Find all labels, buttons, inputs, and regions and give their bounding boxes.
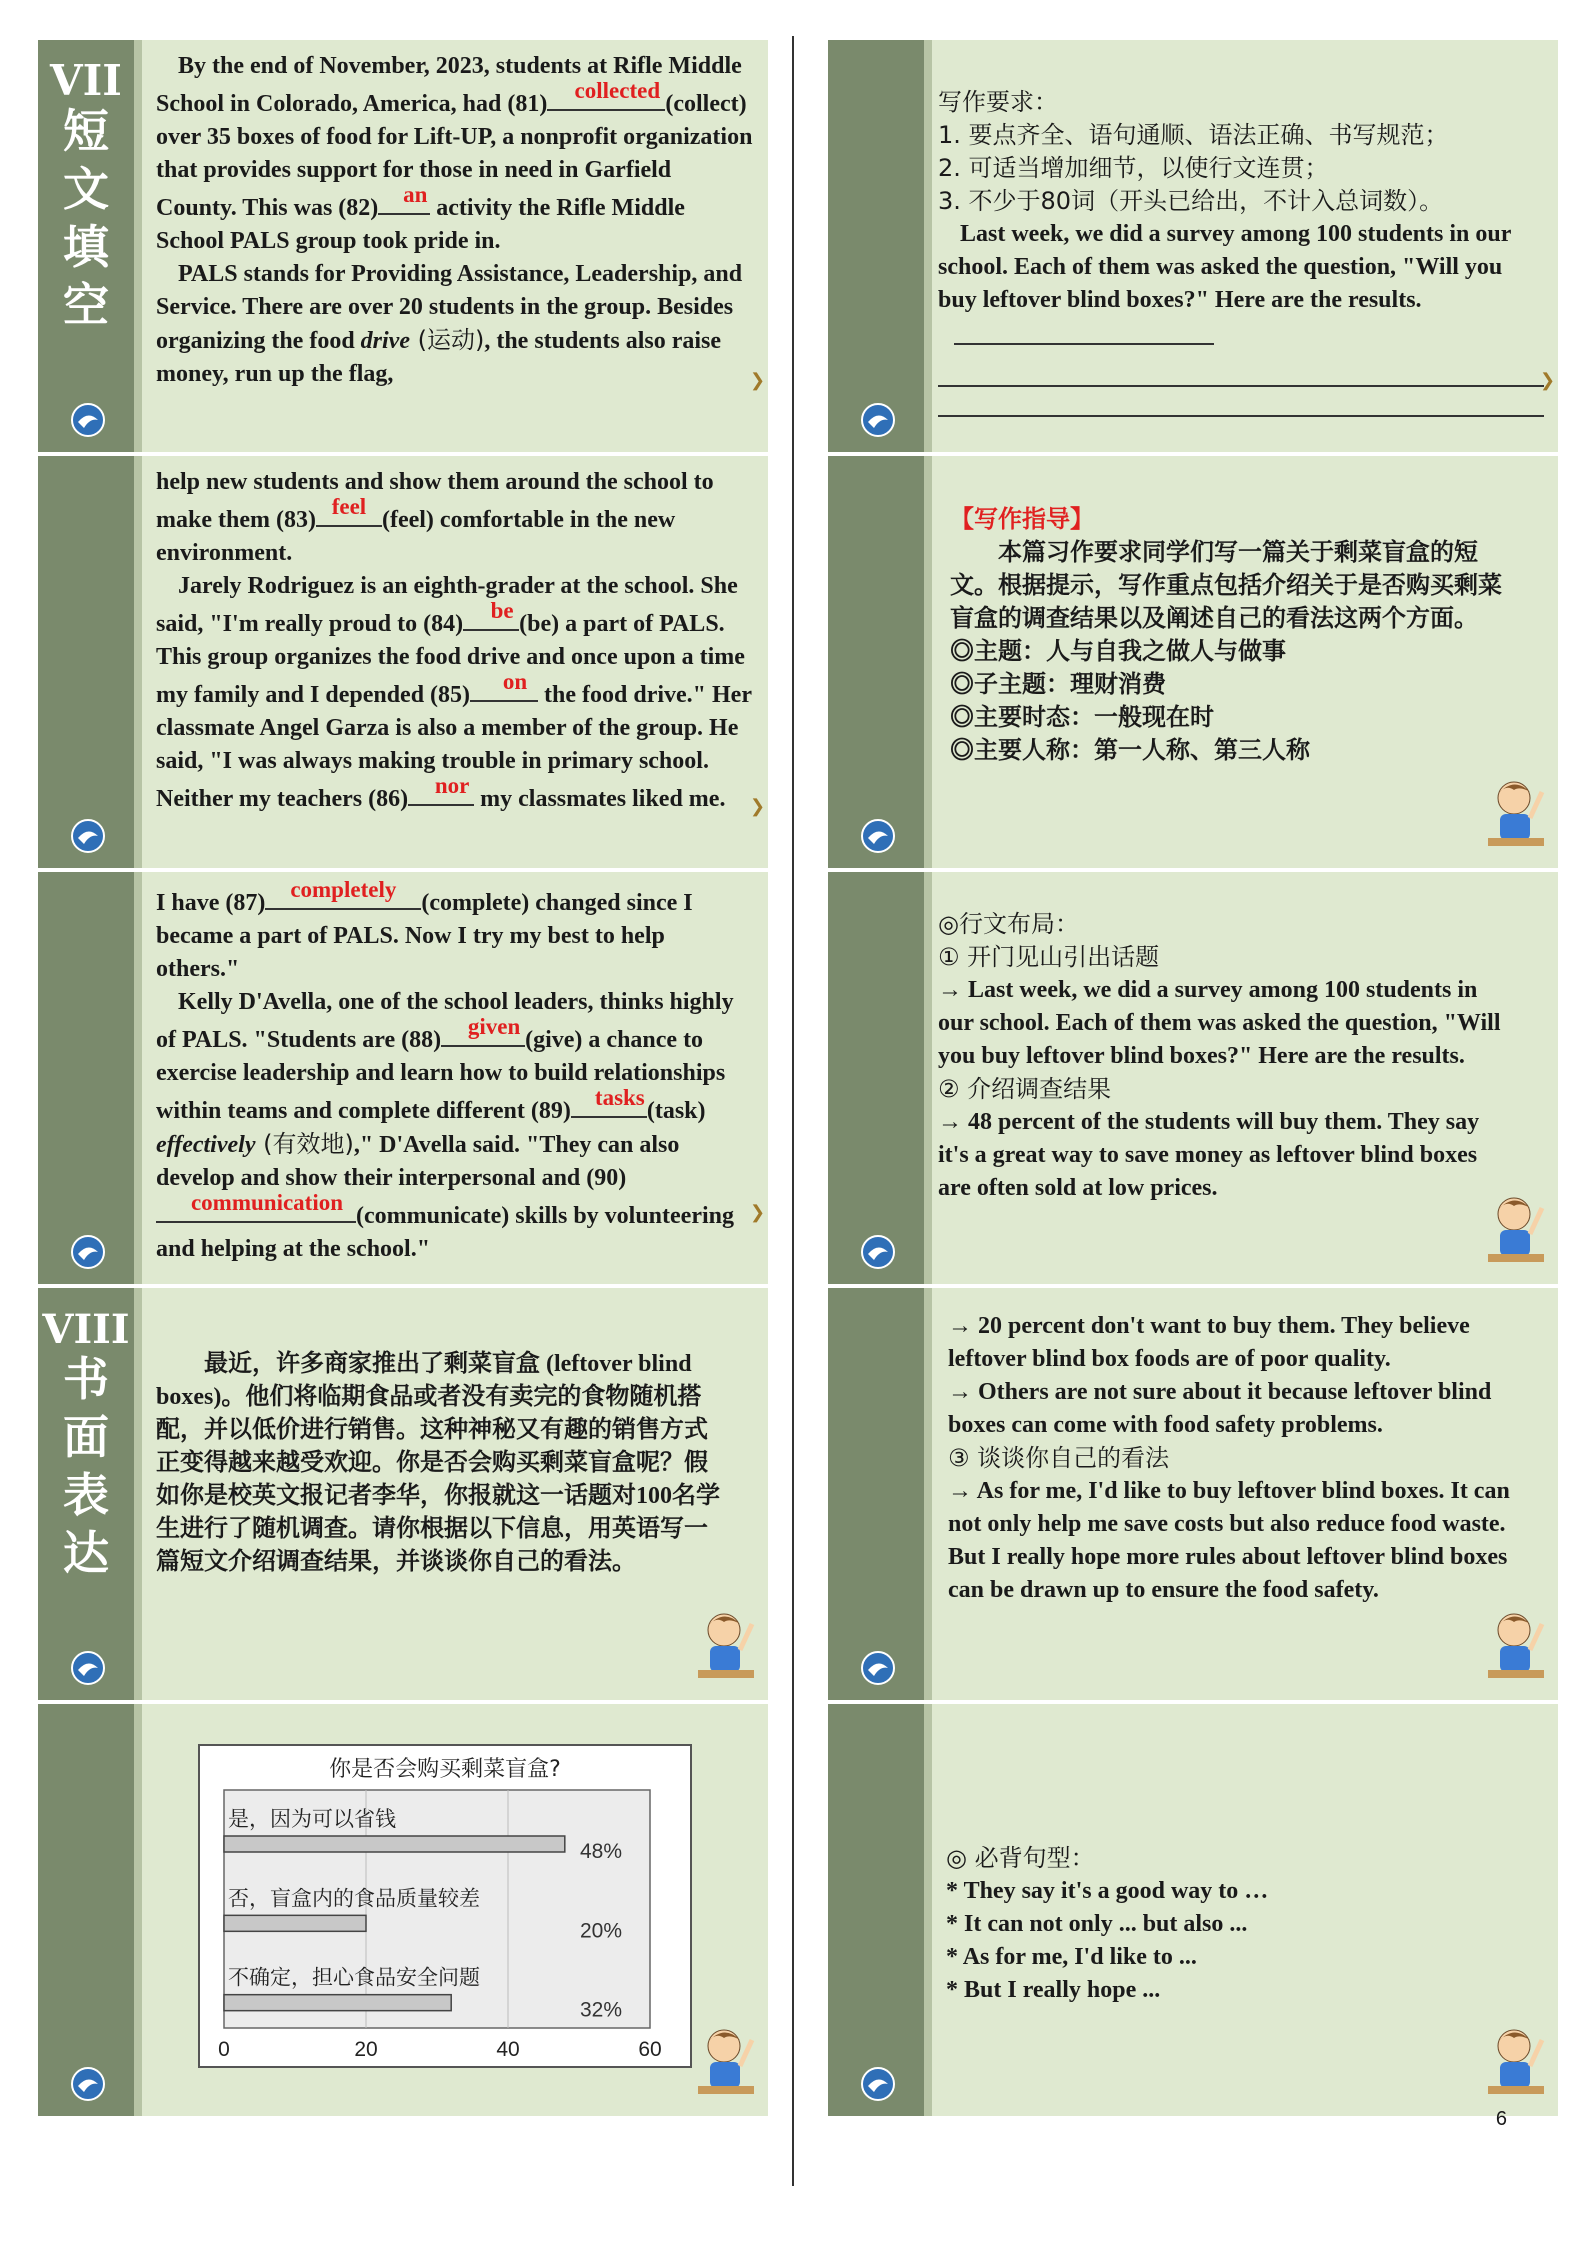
- value-label: 48%: [580, 1840, 623, 1863]
- slide-writing-guide: [828, 456, 1558, 868]
- guide-title: 【写作指导】: [950, 507, 1094, 533]
- survey-chart: [198, 1744, 692, 2068]
- key-sentence: But I really hope ...: [964, 1977, 1161, 2003]
- answer-blank-83: feel: [316, 499, 382, 527]
- chart-title: 你是否会购买剩菜盲盒?: [329, 1757, 561, 1782]
- band-char: 面: [63, 1410, 109, 1464]
- category-label: 是，因为可以省钱: [228, 1807, 396, 1831]
- side-band: [828, 872, 924, 1284]
- band-char: 填: [63, 220, 109, 274]
- student-cartoon-icon: [1484, 1604, 1548, 1692]
- answer-blank-89: tasks: [571, 1090, 647, 1118]
- side-band: [828, 1704, 924, 2116]
- key-sentences-text: [946, 1842, 1518, 2106]
- category-label: 否，盲盒内的食品质量较差: [228, 1886, 480, 1911]
- writing-line: [938, 355, 1544, 387]
- star-icon: *: [946, 1944, 958, 1970]
- key-sentence: It can not only ... but also ...: [964, 1911, 1248, 1937]
- answer-blank-88: given: [441, 1019, 525, 1047]
- slide-viii-1: [38, 1288, 768, 1700]
- requirements-text: 写作要求： 1. 要点齐全、语句通顺、语法正确、书写规范； 2. 可适当增加细节，以使行文连贯； 3. 不少于80词（开头已给出，不计入总词数）。 Last week, we did a survey among 100 students in our school. Each of them was asked the question, "Will you buy leftover blind boxes?" Here are the results.: [938, 86, 1544, 442]
- slide-layout-2: [828, 1288, 1558, 1700]
- school-logo-icon: [860, 1650, 896, 1686]
- answer-blank-87: completely: [265, 882, 421, 910]
- x-tick-label: 20: [354, 2038, 378, 2061]
- band-char: 文: [63, 162, 109, 216]
- category-label: 不确定，担心食品安全问题: [228, 1965, 480, 1990]
- passage-text: help new students and show them around the school to make them (83) feel (feel) comfortable in the new environment. Jarely Rodriguez is an eighth-grader at the school. She said, "I'm really proud to (84) be (be) a part of PALS. This group organizes the food drive and once upon a time my family and I depended (85) on the food drive." Her classmate Angel Garza is also a member of the group. He said, "I was always making trouble in primary school. Neither my teachers (86) nor my classmates liked me.: [156, 469, 752, 812]
- school-logo-icon: [860, 818, 896, 854]
- writing-line: [954, 317, 1214, 345]
- passage-text: I have (87) completely (complete) changed since I became a part of PALS. Now I try my best to help others." Kelly D'Avella, one of the school leaders, thinks highly of PALS. "Students are (88) given (give) a chance to exercise leadership and learn how to build relationships within teams and complete different (89) tasks (task) effectively (有效地)," D'Avella said. "They can also develop and show their interpersonal and (90) communication (communicate) skills by volunteering and helping at the school.": [156, 877, 734, 1262]
- star-icon: *: [946, 1878, 958, 1904]
- answer-blank-85: on: [470, 674, 538, 702]
- star-icon: *: [946, 1911, 958, 1937]
- arrow-icon: ❯: [750, 796, 766, 817]
- roman-numeral: VIII: [42, 1306, 130, 1353]
- school-logo-icon: [70, 402, 106, 438]
- student-cartoon-icon: [1484, 772, 1548, 860]
- bar-chart: [200, 1746, 690, 2066]
- side-band: [38, 456, 134, 868]
- band-char: 达: [63, 1526, 109, 1580]
- side-band: [828, 456, 924, 868]
- task-description: 最近，许多商家推出了剩菜盲盒 (leftover blind boxes)。他们将临期食品或者没有卖完的食物随机搭配，并以低价进行销售。这种神秘又有趣的销售方式正变得越来越受欢迎。你是否会购买剩菜盲盒呢？假如你是校英文报记者李华，你报就这一话题对100名学生进行了随机调查。请你根据以下信息，用英语写一篇短文介绍调查结果，并谈谈你自己的看法。: [156, 1351, 720, 1575]
- arrow-icon: ❯: [750, 1202, 766, 1223]
- band-char: 书: [63, 1352, 109, 1406]
- section-title-viii: [38, 1308, 134, 1582]
- student-cartoon-icon: [1484, 1188, 1548, 1276]
- page-divider: [792, 36, 794, 2186]
- school-logo-icon: [860, 2066, 896, 2102]
- section-title-vii: [38, 56, 134, 334]
- side-band: [828, 1288, 924, 1700]
- slide-layout-1: [828, 872, 1558, 1284]
- layout-text: → 20 percent don't want to buy them. They believe leftover blind box foods are of poor quality. → Others are not sure about it because leftover blind boxes can come with food safety problems. ③ 谈谈你自己的看法 → As for me, I'd like to buy leftover blind boxes. It can not only help me save costs but also reduce food waste. But I really hope more rules about leftover blind boxes can be drawn up to ensure the food safety.: [948, 1313, 1510, 1603]
- key-sentence: As for me, I'd like to ...: [962, 1944, 1197, 1970]
- star-icon: *: [946, 1977, 958, 2003]
- writing-line: [938, 387, 1544, 417]
- side-band: [828, 40, 924, 452]
- side-band: [38, 40, 134, 452]
- school-logo-icon: [70, 1234, 106, 1270]
- answer-blank-90: communication: [156, 1195, 356, 1223]
- slide-key-sentences: [828, 1704, 1558, 2116]
- x-tick-label: 40: [496, 2038, 520, 2061]
- answer-blank-82: an: [378, 187, 430, 215]
- side-band: [38, 872, 134, 1284]
- slide-vii-1: [38, 40, 768, 452]
- school-logo-icon: [860, 1234, 896, 1270]
- page-number: 6: [1495, 2108, 1507, 2130]
- x-tick-label: 60: [638, 2038, 662, 2061]
- student-cartoon-icon: [694, 1604, 758, 1692]
- student-cartoon-icon: [1484, 2020, 1548, 2108]
- slide-vii-2: [38, 456, 768, 868]
- key-sentence: They say it's a good way to …: [963, 1878, 1269, 1904]
- value-label: 20%: [580, 1919, 623, 1943]
- x-tick-label: 0: [218, 2038, 230, 2061]
- slide-viii-chart: [38, 1704, 768, 2116]
- passage-text: By the end of November, 2023, students at Rifle Middle School in Colorado, America, had (81) collected (collect) over 35 boxes of food for Lift-UP, a nonprofit organization that provides support for those in need in Garfield County. This was (82) an activity the Rifle Middle School PALS group took pride in. PALS stands for Providing Assistance, Leadership, and Service. There are over 20 students in the group. Besides organizing the food drive (运动), the students also raise money, run up the flag,: [156, 53, 753, 387]
- bar: [224, 1915, 366, 1931]
- layout-text: ◎行文布局： ① 开门见山引出话题 → Last week, we did a survey among 100 students in our school. Each of them was asked the question, "Will you buy leftover blind boxes?" Here are the results. ② 介绍调查结果 → 48 percent of the students will buy them. They say it's a great way to save money as leftover blind boxes are often sold at low prices.: [938, 910, 1501, 1201]
- school-logo-icon: [70, 818, 106, 854]
- band-char: 表: [63, 1468, 109, 1522]
- answer-blank-86: nor: [408, 778, 474, 806]
- slide-vii-3: [38, 872, 768, 1284]
- arrow-icon: ❯: [1540, 370, 1556, 391]
- bar: [224, 1995, 451, 2011]
- key-sentences-title: ◎ 必背句型：: [946, 1844, 1095, 1872]
- slide-writing-requirements: [828, 40, 1558, 452]
- band-char: 空: [63, 278, 109, 332]
- answer-blank-81: collected: [547, 83, 665, 111]
- side-band: [38, 1288, 134, 1700]
- school-logo-icon: [70, 2066, 106, 2102]
- value-label: 32%: [580, 1998, 623, 2022]
- school-logo-icon: [860, 402, 896, 438]
- roman-numeral: VII: [50, 56, 122, 105]
- answer-blank-84: be: [463, 603, 519, 631]
- bar: [224, 1836, 565, 1852]
- side-band: [38, 1704, 134, 2116]
- school-logo-icon: [70, 1650, 106, 1686]
- student-cartoon-icon: [694, 2020, 758, 2108]
- guide-text: 【写作指导】 本篇习作要求同学们写一篇关于剩菜盲盒的短文。根据提示，写作重点包括介绍关于是否购买剩菜盲盒的调查结果以及阐述自己的看法这两个方面。 ◎主题：人与自我之做人与做事 ◎子主题：理财消费 ◎主要时态：一般现在时 ◎主要人称：第一人称、第三人称: [950, 504, 1518, 858]
- band-char: 短: [63, 104, 109, 158]
- arrow-icon: ❯: [750, 370, 766, 391]
